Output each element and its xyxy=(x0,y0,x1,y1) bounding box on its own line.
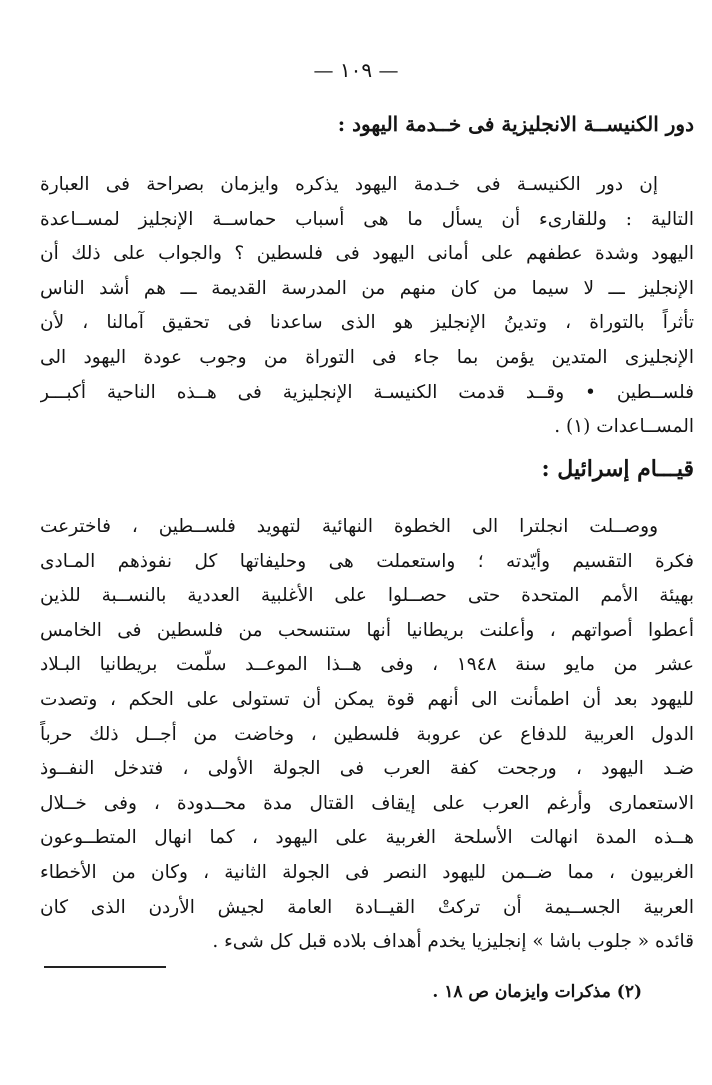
paragraph-line: قائده « جلوب باشا » إنجليزيا يخدم أهداف بلاده قبل كل شىء . xyxy=(212,931,694,953)
paragraph-israel-founding xyxy=(40,510,694,960)
paragraph-church-role xyxy=(40,168,694,445)
paragraph-line: بهيئة الأمم المتحدة حتى حصــلوا على الأغلبية العددية بالنســبة للذين xyxy=(40,585,694,607)
paragraph-line: عشر من مايو سنة ١٩٤٨ ، وفى هــذا الموعــد سلّمت بريطانيا البـلاد xyxy=(40,654,694,676)
paragraph-line: هــذه المدة انهالت الأسلحة الغربية على اليهود ، كما انهال المتطــوعون xyxy=(40,827,694,849)
paragraph-line: فكرة التقسيم وأيّدته ؛ واستعملت هى وحليفاتها كل نفوذهم المـادى xyxy=(40,550,694,572)
page-number: — ١٠٩ — xyxy=(313,58,399,82)
footnote-divider xyxy=(44,966,166,968)
paragraph-line: إن دور الكنيسـة فى خـدمة اليهود يذكره وايزمان بصراحة فى العبارة xyxy=(40,174,658,195)
paragraph-line: فلســطين • وقــد قدمت الكنيسـة الإنجليزية فى هــذه الناحية أكبـــر xyxy=(40,381,694,403)
section-heading-israel-founding: قيـــام إسرائيل : xyxy=(541,456,694,482)
paragraph-line: الإنجليزى المتدين يؤمن بما جاء فى التوراة من وجوب عودة اليهود الى xyxy=(40,346,694,368)
paragraph-line: ضـد اليهود ، ورجحت كفة العرب فى الجولة الأولى ، فتدخل النفــوذ xyxy=(40,758,694,780)
paragraph-line: لليهود بعد أن اطمأنت الى أنهم قوة يمكن أن تستولى على الحكم ، وتصدت xyxy=(40,688,694,710)
paragraph-line: الغربيون ، مما ضــمن لليهود النصر فى الجولة الثانية ، وكان من الأخطاء xyxy=(40,861,694,883)
footnote: (٢) مذكرات وايزمان ص ١٨ . xyxy=(432,982,642,1002)
paragraph-line: تأثراً بالتوراة ، وتدينُ الإنجليز هو الذى ساعدنا فى تحقيق آمالنا ، لأن xyxy=(40,312,694,334)
paragraph-line: الاستعمارى وأرغم العرب على إيقاف القتال مدة محــدودة ، وفى خــلال xyxy=(40,792,694,814)
paragraph-line: اليهود وشدة عطفهم على أمانى اليهود فى فلسطين ؟ والجواب على ذلك أن xyxy=(40,243,694,265)
paragraph-line: المســاعدات (١) . xyxy=(554,416,694,438)
section-heading-church-role: دور الكنيســة الانجليزية فى خــدمة اليهود : xyxy=(337,112,694,136)
paragraph-line: الإنجليز ـــ لا سيما من كان منهم من المدرسة القديمة ـــ هم أشد الناس xyxy=(40,277,694,299)
paragraph-line: العربية الجســيمة أن تركتْ القيــادة العامة لجيش الأردن الذى كان xyxy=(40,896,694,918)
paragraph-line: التالية : وللقارىء أن يسأل ما هى أسباب حماســة الإنجليز لمســاعدة xyxy=(40,208,694,230)
paragraph-line: الدول العربية للدفاع عن عروبة فلسطين ، وخاضت من أجــل ذلك حرباً xyxy=(40,723,694,745)
paragraph-line: أعطوا أصواتهم ، وأعلنت بريطانيا أنها ستنسحب من فلسطين فى الخامس xyxy=(40,619,694,641)
paragraph-line: ووصــلت انجلترا الى الخطوة النهائية لتهويد فلســطين ، فاخترعت xyxy=(40,516,658,537)
